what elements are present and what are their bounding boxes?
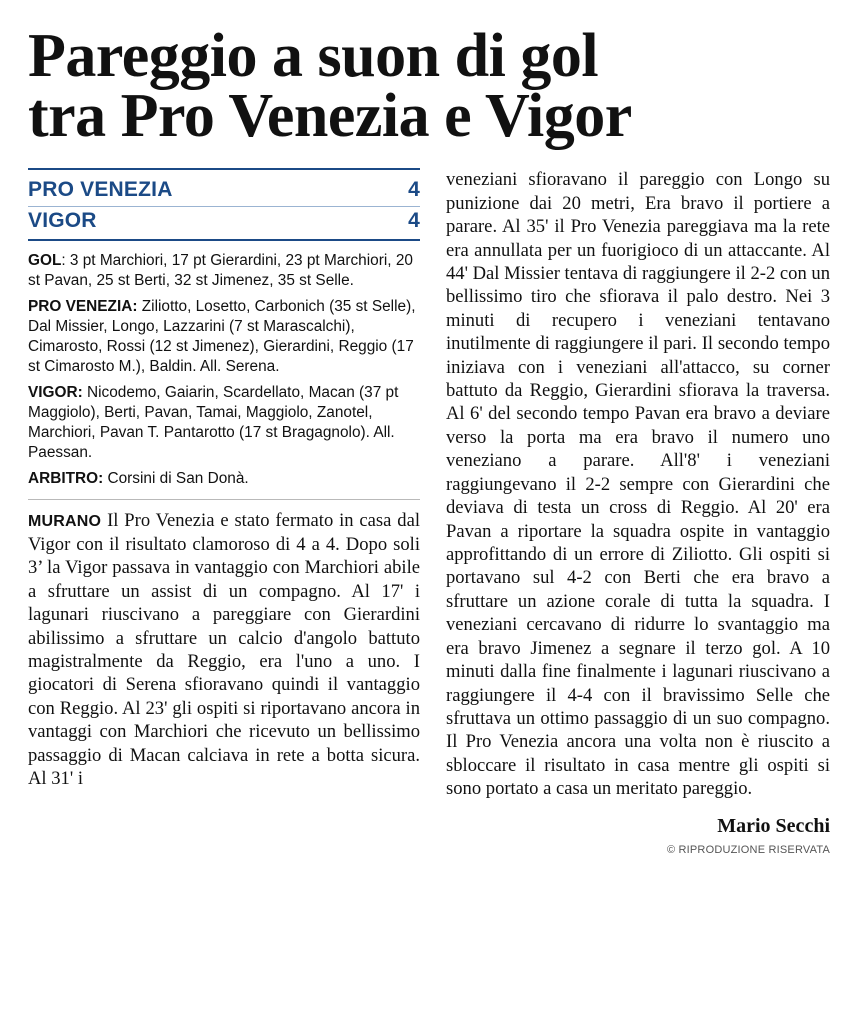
- copyright-notice: © RIPRODUZIONE RISERVATA: [666, 843, 830, 856]
- article-text-left: Il Pro Venezia e stato fermato in casa dal Vigor con il risultato clamoroso di 4 a 4. Dopo soli 3’ la Vigor passava in vantaggio con Marchiori abile a sfruttare un assist di un compagno. Al 17' i lagunari riuscivano a pareggiare con Gierardini abilissimo a sfruttare un calcio d'angolo battuto magistralmente da Reggio, era l'uno a uno. I giocatori di Serena sfioravano quindi il vantaggio con Reggio. Al 23' gli ospiti si riportavano ancora in vantaggi con Marchiori che ricevuto un bellissimo passaggio di Macan calciava in rete a botta sicura. Al 31' i: [28, 510, 420, 790]
- article-body-left: [28, 509, 420, 790]
- goals-text: : 3 pt Marchiori, 17 pt Gierardini, 23 pt Marchiori, 20 st Pavan, 25 st Berti, 32 st Jimenez, 35 st Selle.: [28, 252, 413, 290]
- dateline: MURANO: [28, 513, 102, 531]
- article-paragraph-right: veneziani sfioravano il pareggio con Longo su punizione dai 20 metri, Era bravo il portiere a parare. Al 35' il Pro Venezia pareggiava ma la rete era annullata per un fuorigioco di un attaccante. Al 44' Dal Missier tentava di raggiungere il 2-2 con un bellissimo tiro che sfiorava il palo destro. Nei 3 minuti di recupero i veneziani tentavano inutilmente di raggiungere il pari. Il secondo tempo iniziava con i veneziani all'attacco, su corner battuto da Reggio, Gierardini sfiorava la traversa. Al 6' del secondo tempo Pavan era bravo a deviare verso la porta ma era bravo il numero uno veneziano a parare. All'8' i veneziani raggiungevano il 2-2 sempre con Gierardini che deviava di testa un cross di Reggio. Al 20' era Pavan a riportare la squadra ospite in vantaggio approfittando di un errore di Ziliotto. Gli ospiti si portavano sul 4-2 con Berti che era bravo a sfruttare un azione corale di tutta la squadra. I veneziani cercavano di ridurre lo svantaggio ma era bravo Jimenez a segnare il terzo gol. A 10 minuti dalla fine finalmente i lagunari riuscivano a raggiungere il 4-4 con il bravissimo Selle che sfruttava un ottimo passaggio di un suo compagno. Il Pro Venezia ancora una volta non è riuscito a sbloccare il risultato in casa mentre gli ospiti si sono portato a casa un meritato pareggio.: [446, 169, 830, 800]
- away-lineup-line: [28, 383, 420, 463]
- scoreboard-bottom-rule: [28, 239, 420, 241]
- away-lineup-label: VIGOR:: [28, 384, 83, 402]
- article-body-right: [446, 168, 830, 800]
- headline-line-2: tra Pro Venezia e Vigor: [28, 82, 632, 151]
- page-title: [28, 22, 832, 151]
- referee-label: ARBITRO:: [28, 470, 104, 488]
- scoreboard-row-away: [28, 207, 420, 237]
- home-team-name: PRO VENEZIA: [28, 178, 173, 202]
- away-lineup-text: Nicodemo, Gaiarin, Scardellato, Macan (37 pt Maggiolo), Berti, Pavan, Tamai, Maggiolo, Zanotel, Marchiori, Pavan T. Pantarotto (17 st Bragagnolo). All. Paessan.: [28, 384, 399, 462]
- away-team-goals: 4: [408, 209, 420, 233]
- match-details: [28, 251, 420, 489]
- home-lineup-line: [28, 297, 420, 377]
- scoreboard-top-rule: [28, 168, 420, 170]
- left-column: [28, 168, 420, 790]
- home-lineup-label: PRO VENEZIA:: [28, 298, 138, 316]
- home-team-goals: 4: [408, 178, 420, 202]
- article-columns: [28, 168, 832, 855]
- article-author: Mario Secchi: [717, 814, 830, 837]
- article-paragraph-left: [28, 509, 420, 790]
- section-divider: [28, 499, 420, 500]
- referee-text: Corsini di San Donà.: [103, 470, 249, 488]
- right-column: [446, 168, 830, 855]
- referee-line: [28, 469, 420, 489]
- scoreboard-row-home: [28, 176, 420, 206]
- away-team-name: VIGOR: [28, 209, 97, 233]
- goals-line: [28, 251, 420, 291]
- headline-line-1: Pareggio a suon di gol: [28, 22, 599, 90]
- home-lineup-text: Ziliotto, Losetto, Carbonich (35 st Selle), Dal Missier, Longo, Lazzarini (7 st Marascalchi), Cimarosto, Rossi (12 st Jimenez), Gierardini, Reggio (17 st Cimarosto M.), Baldin. All. Serena.: [28, 298, 416, 376]
- goals-label: GOL: [28, 252, 62, 270]
